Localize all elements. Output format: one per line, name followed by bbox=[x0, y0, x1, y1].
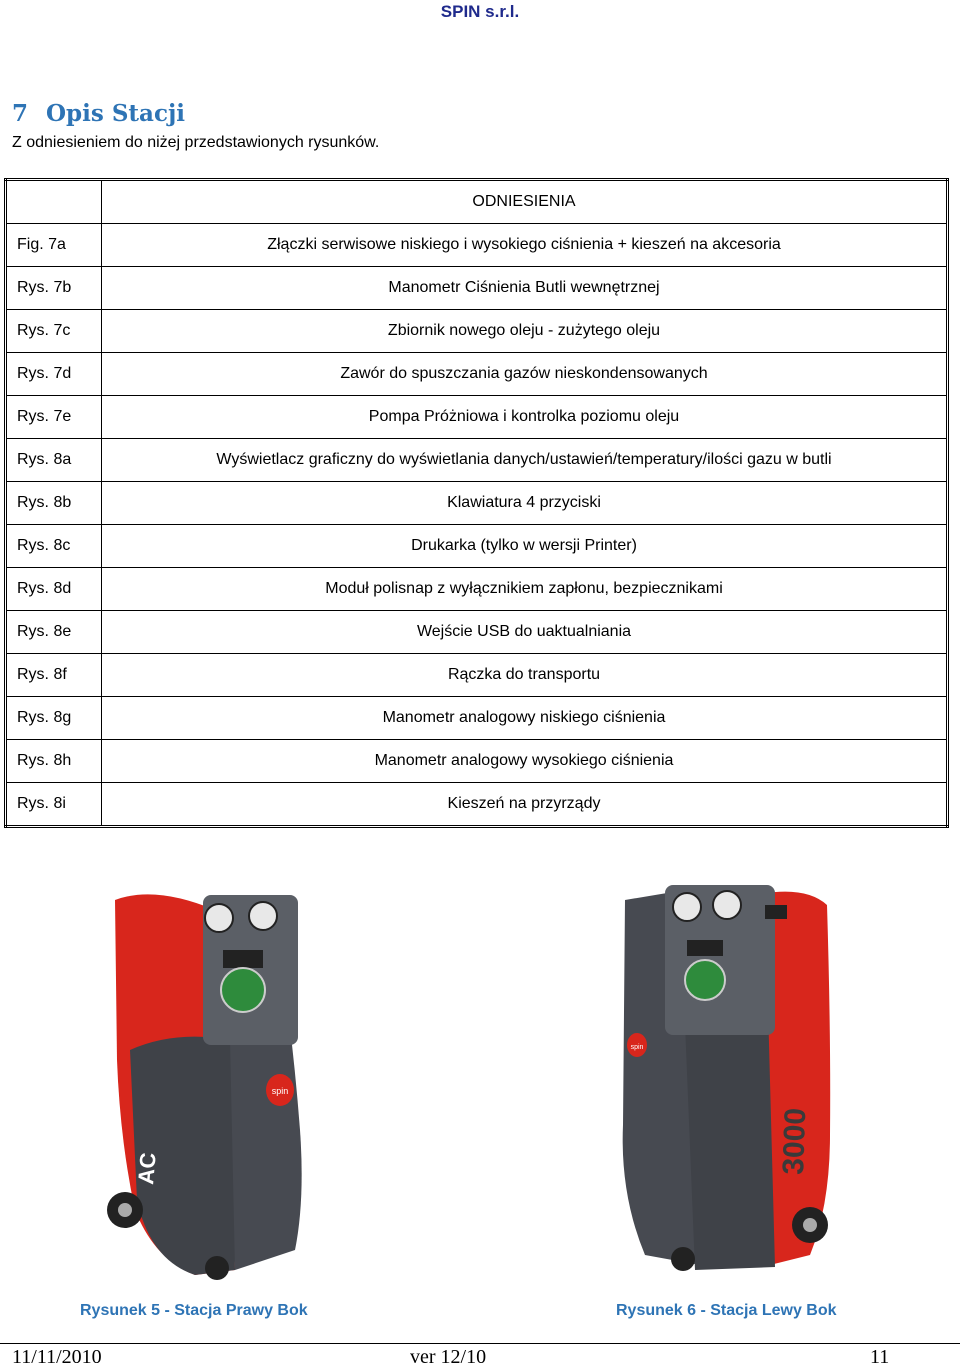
table-row bbox=[6, 654, 948, 697]
ref-description: Wyświetlacz graficzny do wyświetlania danych/ustawień/temperatury/ilości gazu w butli bbox=[102, 439, 948, 482]
ref-code: Rys. 8a bbox=[6, 439, 102, 482]
table-row bbox=[6, 224, 948, 267]
footer-date: 11/11/2010 bbox=[12, 1346, 102, 1368]
ref-code: Rys. 8g bbox=[6, 697, 102, 740]
ref-description: Zbiornik nowego oleju - zużytego oleju bbox=[102, 310, 948, 353]
ref-description: Rączka do transportu bbox=[102, 654, 948, 697]
printer-icon bbox=[765, 905, 787, 919]
ref-code: Rys. 7b bbox=[6, 267, 102, 310]
ref-description: Drukarka (tylko w wersji Printer) bbox=[102, 525, 948, 568]
section-heading bbox=[12, 100, 185, 127]
wheel-hub bbox=[803, 1218, 817, 1232]
table-row bbox=[6, 310, 948, 353]
ref-description: Manometr analogowy wysokiego ciśnienia bbox=[102, 740, 948, 783]
ref-code: Rys. 7d bbox=[6, 353, 102, 396]
ref-code: Rys. 8h bbox=[6, 740, 102, 783]
front-wheel-icon bbox=[671, 1247, 695, 1271]
table-row bbox=[6, 740, 948, 783]
ref-description: Moduł polisnap z wyłącznikiem zapłonu, bezpiecznikami bbox=[102, 568, 948, 611]
table-row bbox=[6, 482, 948, 525]
ref-description: Pompa Próżniowa i kontrolka poziomu oleju bbox=[102, 396, 948, 439]
section-title: Opis Stacji bbox=[46, 100, 186, 127]
low-pressure-gauge-icon bbox=[673, 893, 701, 921]
table-row bbox=[6, 439, 948, 482]
table-row bbox=[6, 396, 948, 439]
keypad-icon bbox=[221, 968, 265, 1012]
station-left-side-image bbox=[605, 875, 845, 1285]
section-number: 7 bbox=[12, 100, 29, 127]
ref-code: Rys. 8e bbox=[6, 611, 102, 654]
table-row bbox=[6, 267, 948, 310]
front-wheel-icon bbox=[205, 1256, 229, 1280]
figure-5-caption: Rysunek 5 - Stacja Prawy Bok bbox=[80, 1302, 308, 1319]
brand-mark: spin bbox=[271, 1086, 289, 1096]
table-header-blank-cell bbox=[6, 180, 102, 224]
model-mark: 3000 bbox=[777, 1107, 813, 1176]
ref-description: Wejście USB do uaktualniania bbox=[102, 611, 948, 654]
display-icon bbox=[687, 940, 723, 956]
ref-code: Rys. 7e bbox=[6, 396, 102, 439]
ref-description: Złączki serwisowe niskiego i wysokiego ciśnienia + kieszeń na akcesoria bbox=[102, 224, 948, 267]
low-pressure-gauge-icon bbox=[205, 904, 233, 932]
brand-mark: spin bbox=[630, 1044, 644, 1051]
ref-code: Fig. 7a bbox=[6, 224, 102, 267]
table-row bbox=[6, 353, 948, 396]
intro-text: Z odniesieniem do niżej przedstawionych rysunków. bbox=[12, 134, 380, 151]
keypad-icon bbox=[685, 960, 725, 1000]
footer-page-number: 11 bbox=[870, 1346, 890, 1368]
table-row bbox=[6, 568, 948, 611]
page-footer bbox=[0, 1343, 960, 1367]
ref-description: Klawiatura 4 przyciski bbox=[102, 482, 948, 525]
ref-description: Kieszeń na przyrządy bbox=[102, 783, 948, 827]
table-row bbox=[6, 611, 948, 654]
high-pressure-gauge-icon bbox=[713, 891, 741, 919]
table-header-row bbox=[6, 180, 948, 224]
page-header-company: SPIN s.r.l. bbox=[440, 2, 520, 21]
references-table bbox=[4, 178, 949, 828]
display-icon bbox=[223, 950, 263, 968]
ref-code: Rys. 8c bbox=[6, 525, 102, 568]
ref-description: Zawór do spuszczania gazów nieskondensowanych bbox=[102, 353, 948, 396]
table-row bbox=[6, 525, 948, 568]
figure-6-caption: Rysunek 6 - Stacja Lewy Bok bbox=[616, 1302, 837, 1319]
table-row bbox=[6, 783, 948, 827]
high-pressure-gauge-icon bbox=[249, 902, 277, 930]
ref-code: Rys. 8d bbox=[6, 568, 102, 611]
model-mark: AC bbox=[133, 1151, 161, 1186]
ref-description: Manometr Ciśnienia Butli wewnętrznej bbox=[102, 267, 948, 310]
ref-description: Manometr analogowy niskiego ciśnienia bbox=[102, 697, 948, 740]
ref-code: Rys. 8i bbox=[6, 783, 102, 827]
footer-version: ver 12/10 bbox=[410, 1346, 487, 1368]
ref-code: Rys. 7c bbox=[6, 310, 102, 353]
ref-code: Rys. 8b bbox=[6, 482, 102, 525]
table-header: ODNIESIENIA bbox=[102, 180, 948, 224]
ref-code: Rys. 8f bbox=[6, 654, 102, 697]
table-row bbox=[6, 697, 948, 740]
wheel-hub bbox=[118, 1203, 132, 1217]
station-right-side-image bbox=[95, 880, 345, 1280]
